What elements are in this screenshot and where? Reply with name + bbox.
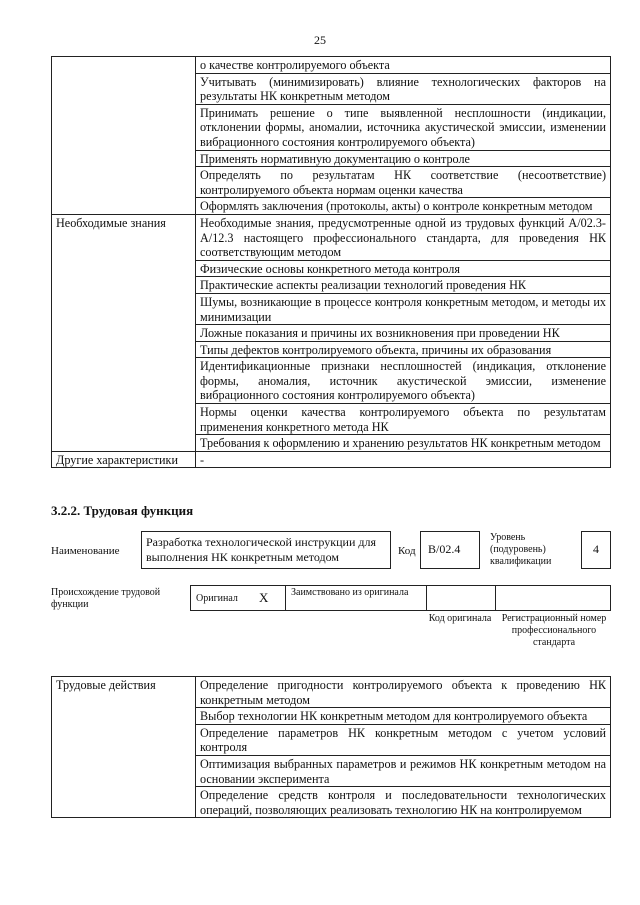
- knowledge-item: Физические основы конкретного метода контроля: [196, 260, 611, 277]
- name-value: Разработка технологической инструкции для выполнения НК конкретным методом: [146, 535, 376, 564]
- divider: [426, 585, 427, 611]
- code-value: B/02.4: [428, 542, 461, 556]
- action-item: Оптимизация выбранных параметров и режимов НК конкретным методом на основании эксперимента: [196, 755, 611, 786]
- other-characteristics-label: Другие характеристики: [52, 451, 196, 468]
- skill-item: Оформлять заключения (протоколы, акты) о контроле конкретным методом: [196, 198, 611, 215]
- skill-item: Учитывать (минимизировать) влияние технологических факторов на результаты НК конкретным методом: [196, 73, 611, 104]
- borrowed-label: Заимствовано из оригинала: [291, 587, 409, 598]
- skill-item: Определять по результатам НК соответствие (несоответствие) контролируемого объекта нормам оценки качества: [196, 167, 611, 198]
- original-mark: X: [259, 590, 269, 605]
- table-row: [52, 451, 611, 468]
- knowledge-item: Идентификационные признаки несплошностей (индикация, отклонение формы, аномалия, источник акустической эмиссии, изменение вибрационного состояния контролируемого объекта): [196, 358, 611, 404]
- knowledge-item: Типы дефектов контролируемого объекта, причины их образования: [196, 341, 611, 358]
- knowledge-table: [51, 56, 611, 468]
- knowledge-item: Нормы оценки качества контролируемого объекта по результатам применения конкретного метода НК: [196, 404, 611, 435]
- action-item: Определение средств контроля и последовательности технологических операций, позволяющих реализовать технологию НК на контролируемом: [196, 787, 611, 818]
- original-label: Оригинал: [196, 593, 238, 604]
- knowledge-item: Шумы, возникающие в процессе контроля конкретным методом, и методы их минимизации: [196, 293, 611, 324]
- table-row: [52, 57, 611, 74]
- origin-label: Происхождение трудовой функции: [51, 587, 161, 610]
- knowledge-item: Необходимые знания, предусмотренные одной из трудовых функций А/02.3-А/12.3 настоящего профессионального стандарта, для проведения НК соответствующим методом: [196, 214, 611, 260]
- page-number: 25: [314, 33, 326, 47]
- other-characteristics-value: -: [196, 451, 611, 468]
- name-label: Наименование: [51, 545, 120, 557]
- skills-label-cell: [52, 57, 196, 215]
- code-label: Код: [398, 545, 416, 557]
- action-item: Выбор технологии НК конкретным методом для контролируемого объекта: [196, 708, 611, 725]
- knowledge-item: Ложные показания и причины их возникновения при проведении НК: [196, 325, 611, 342]
- origin-code-caption: Код оригинала: [428, 613, 492, 624]
- table-row: [52, 677, 611, 708]
- knowledge-label: Необходимые знания: [52, 214, 196, 451]
- divider: [495, 585, 496, 611]
- actions-table: [51, 676, 611, 818]
- table-row: [52, 214, 611, 260]
- skill-item: Принимать решение о типе выявленной несплошности (индикации, отклонении формы, аномалии, источника акустической эмиссии, изменении вибрационного состояния контролируемого объекта): [196, 104, 611, 150]
- skill-item: Применять нормативную документацию о контроле: [196, 150, 611, 167]
- action-item: Определение пригодности контролируемого объекта к проведению НК конкретным методом: [196, 677, 611, 708]
- reg-number-caption: Регистрационный номер профессионального стандарта: [501, 613, 607, 648]
- level-value: 4: [593, 542, 599, 556]
- knowledge-item: Требования к оформлению и хранению результатов НК конкретным методом: [196, 435, 611, 452]
- level-label: Уровень (подуровень) квалификации: [490, 532, 552, 567]
- action-item: Определение параметров НК конкретным методом с учетом условий контроля: [196, 724, 611, 755]
- skill-item: о качестве контролируемого объекта: [196, 57, 611, 74]
- divider: [285, 585, 286, 611]
- actions-label: Трудовые действия: [52, 677, 196, 818]
- section-title: 3.2.2. Трудовая функция: [51, 503, 194, 518]
- knowledge-item: Практические аспекты реализации технологий проведения НК: [196, 277, 611, 294]
